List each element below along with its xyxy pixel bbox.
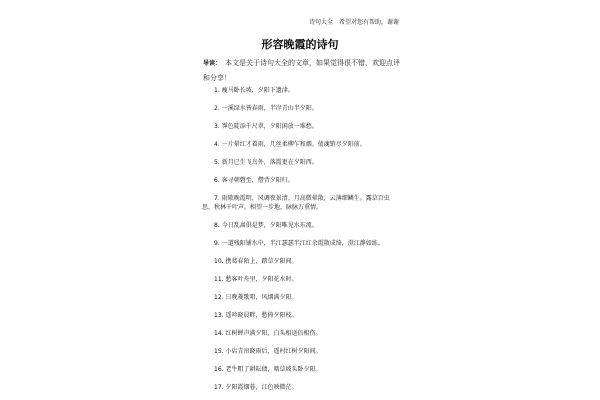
- poem-text: 携葛春陌上，踏草夕阳间。: [225, 258, 298, 265]
- list-item: [202, 293, 398, 302]
- item-number: 1.: [214, 87, 220, 94]
- list-item: [202, 365, 398, 374]
- site-name: 诗句大全: [309, 19, 334, 26]
- item-number: 3.: [214, 123, 220, 130]
- article-title: 形容晚霞的诗句: [261, 38, 339, 51]
- item-number: 15.: [214, 348, 224, 355]
- header-note: [309, 19, 399, 27]
- list-item: [202, 104, 398, 113]
- poem-text: 雨歇晚霞明，风调夜景清。月高微晕散，云薄细鳞生。露草百虫思，秋林千叶声。相望一步地，脉脉万重情。: [202, 195, 390, 211]
- list-item: [202, 158, 398, 167]
- poem-text: 夕阳霞烟暮，江色映微茫。: [225, 384, 298, 391]
- item-number: 17.: [214, 384, 224, 391]
- list-item: [202, 194, 398, 212]
- poem-text: 瘦马卧长坡，夕阳下遗津。: [221, 87, 294, 94]
- poem-text: 新月已生飞鸟外，落霞更在夕阳西。: [221, 159, 318, 166]
- article-intro: [203, 56, 401, 86]
- list-item: [202, 257, 398, 266]
- poem-text: 老牛粗了耕耘债，啮草坡头卧夕阳。: [225, 366, 322, 373]
- list-item: [202, 122, 398, 131]
- list-item: [202, 311, 398, 320]
- intro-label: 导读：: [203, 60, 222, 67]
- item-number: 9.: [214, 240, 220, 247]
- item-number: 7.: [214, 195, 220, 202]
- item-number: 12.: [214, 294, 224, 301]
- list-item: [202, 329, 398, 338]
- list-item: [202, 347, 398, 356]
- list-item: [202, 221, 398, 230]
- list-item: [202, 140, 398, 149]
- poem-text: 小店青帘晓雨后，遥村红树夕阳间。: [225, 348, 322, 355]
- poem-list: [202, 86, 398, 392]
- item-number: 13.: [214, 312, 224, 319]
- poem-text: 霁色陡添千尺翠，夕阳闲放一堆愁。: [221, 123, 318, 130]
- poem-text: 客寻朝磬至，僧背夕阳归。: [221, 177, 294, 184]
- item-number: 5.: [214, 159, 220, 166]
- list-item: [202, 86, 398, 95]
- item-number: 8.: [214, 222, 220, 229]
- poem-text: 今日乱离俱是梦，夕阳唯见水东流。: [221, 222, 318, 229]
- item-number: 11.: [214, 276, 224, 283]
- item-number: 6.: [214, 177, 220, 184]
- item-number: 10.: [214, 258, 224, 265]
- poem-text: 一道残阳铺水中，半江瑟瑟半江红余霞散成绮，澄江静如练。: [221, 240, 384, 247]
- intro-text: 本文是关于诗句大全的文章，如果觉得很不错，欢迎点评和分享！: [203, 59, 401, 82]
- list-item: [202, 176, 398, 185]
- item-number: 2.: [214, 105, 220, 112]
- list-item: [202, 275, 398, 284]
- poem-text: 红树蝉声满夕阳，白头相送倍相伤。: [225, 330, 322, 337]
- poem-text: 愁客叶舟里，夕阳花水时。: [225, 276, 298, 283]
- header-tagline: 希望对您有帮助，谢谢: [339, 19, 400, 26]
- list-item: [202, 383, 398, 392]
- poem-text: 一溪绿水皆春雨，半岸青山半夕阳。: [221, 105, 318, 112]
- poem-text: 一片晕红才着雨，几丝柔柳乍和烟。倩魂销尽夕阳前。: [221, 141, 366, 148]
- item-number: 16.: [214, 366, 224, 373]
- poem-text: 遥吟晓晨畔，愁倚夕阳枝。: [225, 312, 298, 319]
- item-number: 4.: [214, 141, 220, 148]
- item-number: 14.: [214, 330, 224, 337]
- poem-text: 日晚菱歌唱，风烟满夕阳。: [225, 294, 298, 301]
- list-item: [202, 239, 398, 248]
